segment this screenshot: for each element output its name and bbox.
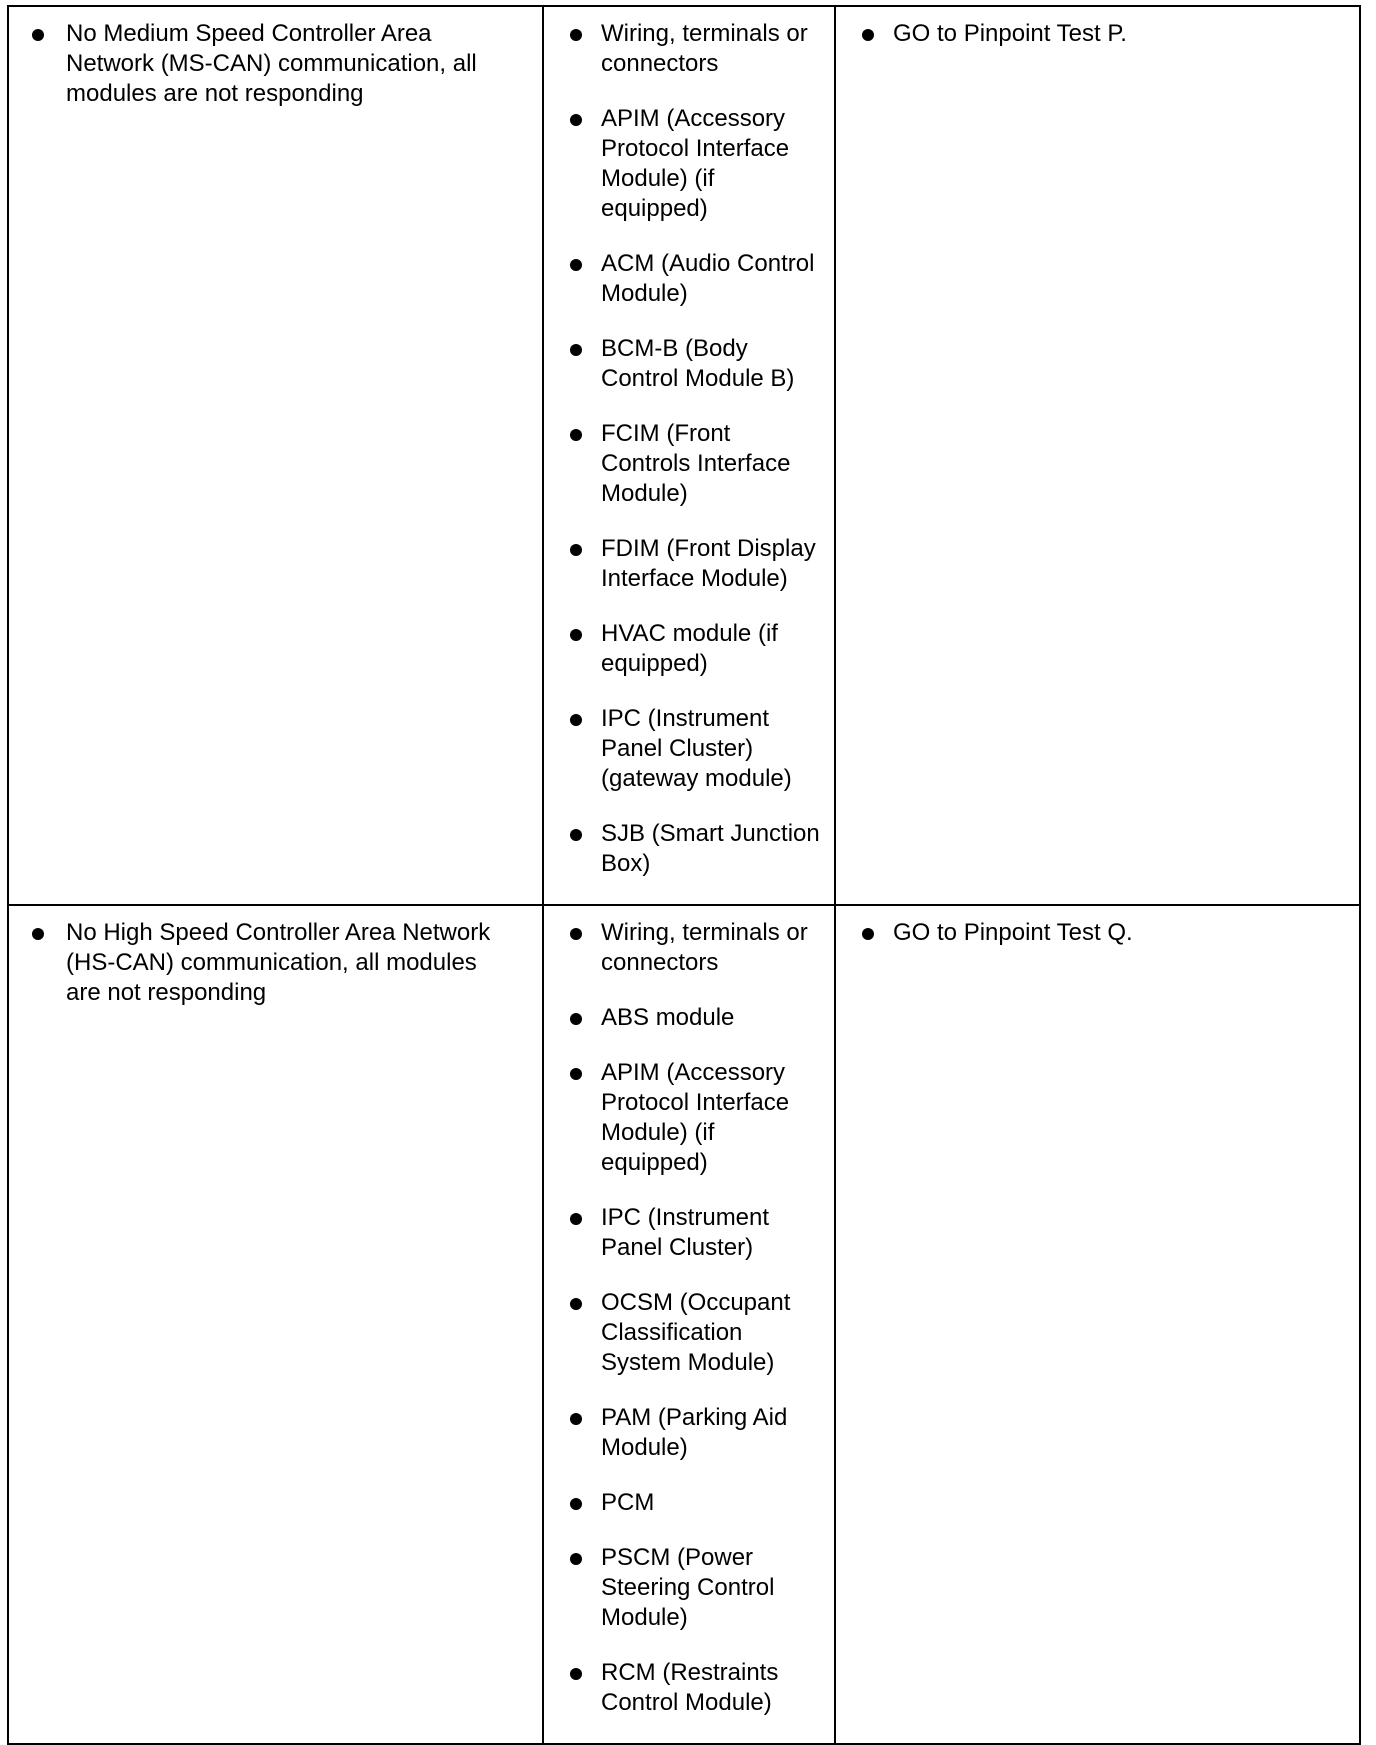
list-item <box>544 1658 834 1718</box>
possible-sources-cell <box>543 905 835 1744</box>
list-item <box>544 1058 834 1178</box>
bullet-icon <box>570 1413 582 1425</box>
cause-text: PCM <box>601 1489 655 1516</box>
bullet-icon <box>570 1668 582 1680</box>
bullet-icon <box>570 344 582 356</box>
bullet-icon <box>570 1498 582 1510</box>
cause-text: Wiring, terminals or connectors <box>601 919 808 976</box>
cause-text: IPC (Instrument Panel Cluster) (gateway module) <box>601 705 792 792</box>
bullet-icon <box>570 928 582 940</box>
bullet-icon <box>570 29 582 41</box>
cause-text: FCIM (Front Controls Interface Module) <box>601 420 791 507</box>
bullet-icon <box>570 259 582 271</box>
list-item <box>544 104 834 224</box>
bullet-icon <box>570 1213 582 1225</box>
bullet-icon <box>570 714 582 726</box>
list-item <box>836 918 1359 948</box>
list-item <box>544 1543 834 1633</box>
cause-text: Wiring, terminals or connectors <box>601 20 808 77</box>
list-item <box>544 1488 834 1518</box>
action-text: GO to Pinpoint Test Q. <box>893 919 1133 946</box>
table-row <box>8 905 1360 1744</box>
cause-text: BCM-B (Body Control Module B) <box>601 335 795 392</box>
bullet-icon <box>570 1013 582 1025</box>
list-item <box>544 1003 834 1033</box>
symptom-chart-table <box>7 5 1361 1745</box>
cause-text: PSCM (Power Steering Control Module) <box>601 1544 775 1631</box>
list-item <box>544 819 834 879</box>
action-cell <box>835 6 1360 905</box>
list-item <box>544 534 834 594</box>
condition-cell <box>8 6 543 905</box>
bullet-icon <box>570 1068 582 1080</box>
bullet-icon <box>570 544 582 556</box>
list-item <box>544 1403 834 1463</box>
bullet-icon <box>570 429 582 441</box>
condition-cell <box>8 905 543 1744</box>
list-item <box>836 19 1359 49</box>
cause-text: OCSM (Occupant Classification System Module) <box>601 1289 791 1376</box>
list-item <box>544 249 834 309</box>
list-item <box>544 1288 834 1378</box>
bullet-icon <box>862 29 874 41</box>
possible-sources-cell <box>543 6 835 905</box>
cause-text: PAM (Parking Aid Module) <box>601 1404 788 1461</box>
bullet-icon <box>570 114 582 126</box>
list-item <box>9 918 542 1008</box>
condition-text: No High Speed Controller Area Network (HS-CAN) communication, all modules are not responding <box>66 919 491 1006</box>
cause-text: IPC (Instrument Panel Cluster) <box>601 1204 770 1261</box>
list-item <box>544 704 834 794</box>
bullet-icon <box>570 629 582 641</box>
list-item <box>544 918 834 978</box>
cause-text: FDIM (Front Display Interface Module) <box>601 535 816 592</box>
bullet-icon <box>570 1298 582 1310</box>
bullet-icon <box>570 1553 582 1565</box>
bullet-icon <box>32 928 44 940</box>
list-item <box>9 19 542 109</box>
list-item <box>544 19 834 79</box>
list-item <box>544 619 834 679</box>
bullet-icon <box>32 29 44 41</box>
bullet-icon <box>570 829 582 841</box>
action-text: GO to Pinpoint Test P. <box>893 20 1127 47</box>
cause-text: ABS module <box>601 1004 735 1031</box>
list-item <box>544 1203 834 1263</box>
cause-text: APIM (Accessory Protocol Interface Module) (if equipped) <box>601 1059 790 1176</box>
table-row <box>8 6 1360 905</box>
cause-text: RCM (Restraints Control Module) <box>601 1659 779 1716</box>
bullet-icon <box>862 928 874 940</box>
cause-text: ACM (Audio Control Module) <box>601 250 815 307</box>
action-cell <box>835 905 1360 1744</box>
cause-text: APIM (Accessory Protocol Interface Module) (if equipped) <box>601 105 790 222</box>
condition-text: No Medium Speed Controller Area Network (MS-CAN) communication, all modules are not responding <box>66 20 477 107</box>
list-item <box>544 419 834 509</box>
list-item <box>544 334 834 394</box>
cause-text: SJB (Smart Junction Box) <box>601 820 820 877</box>
cause-text: HVAC module (if equipped) <box>601 620 778 677</box>
